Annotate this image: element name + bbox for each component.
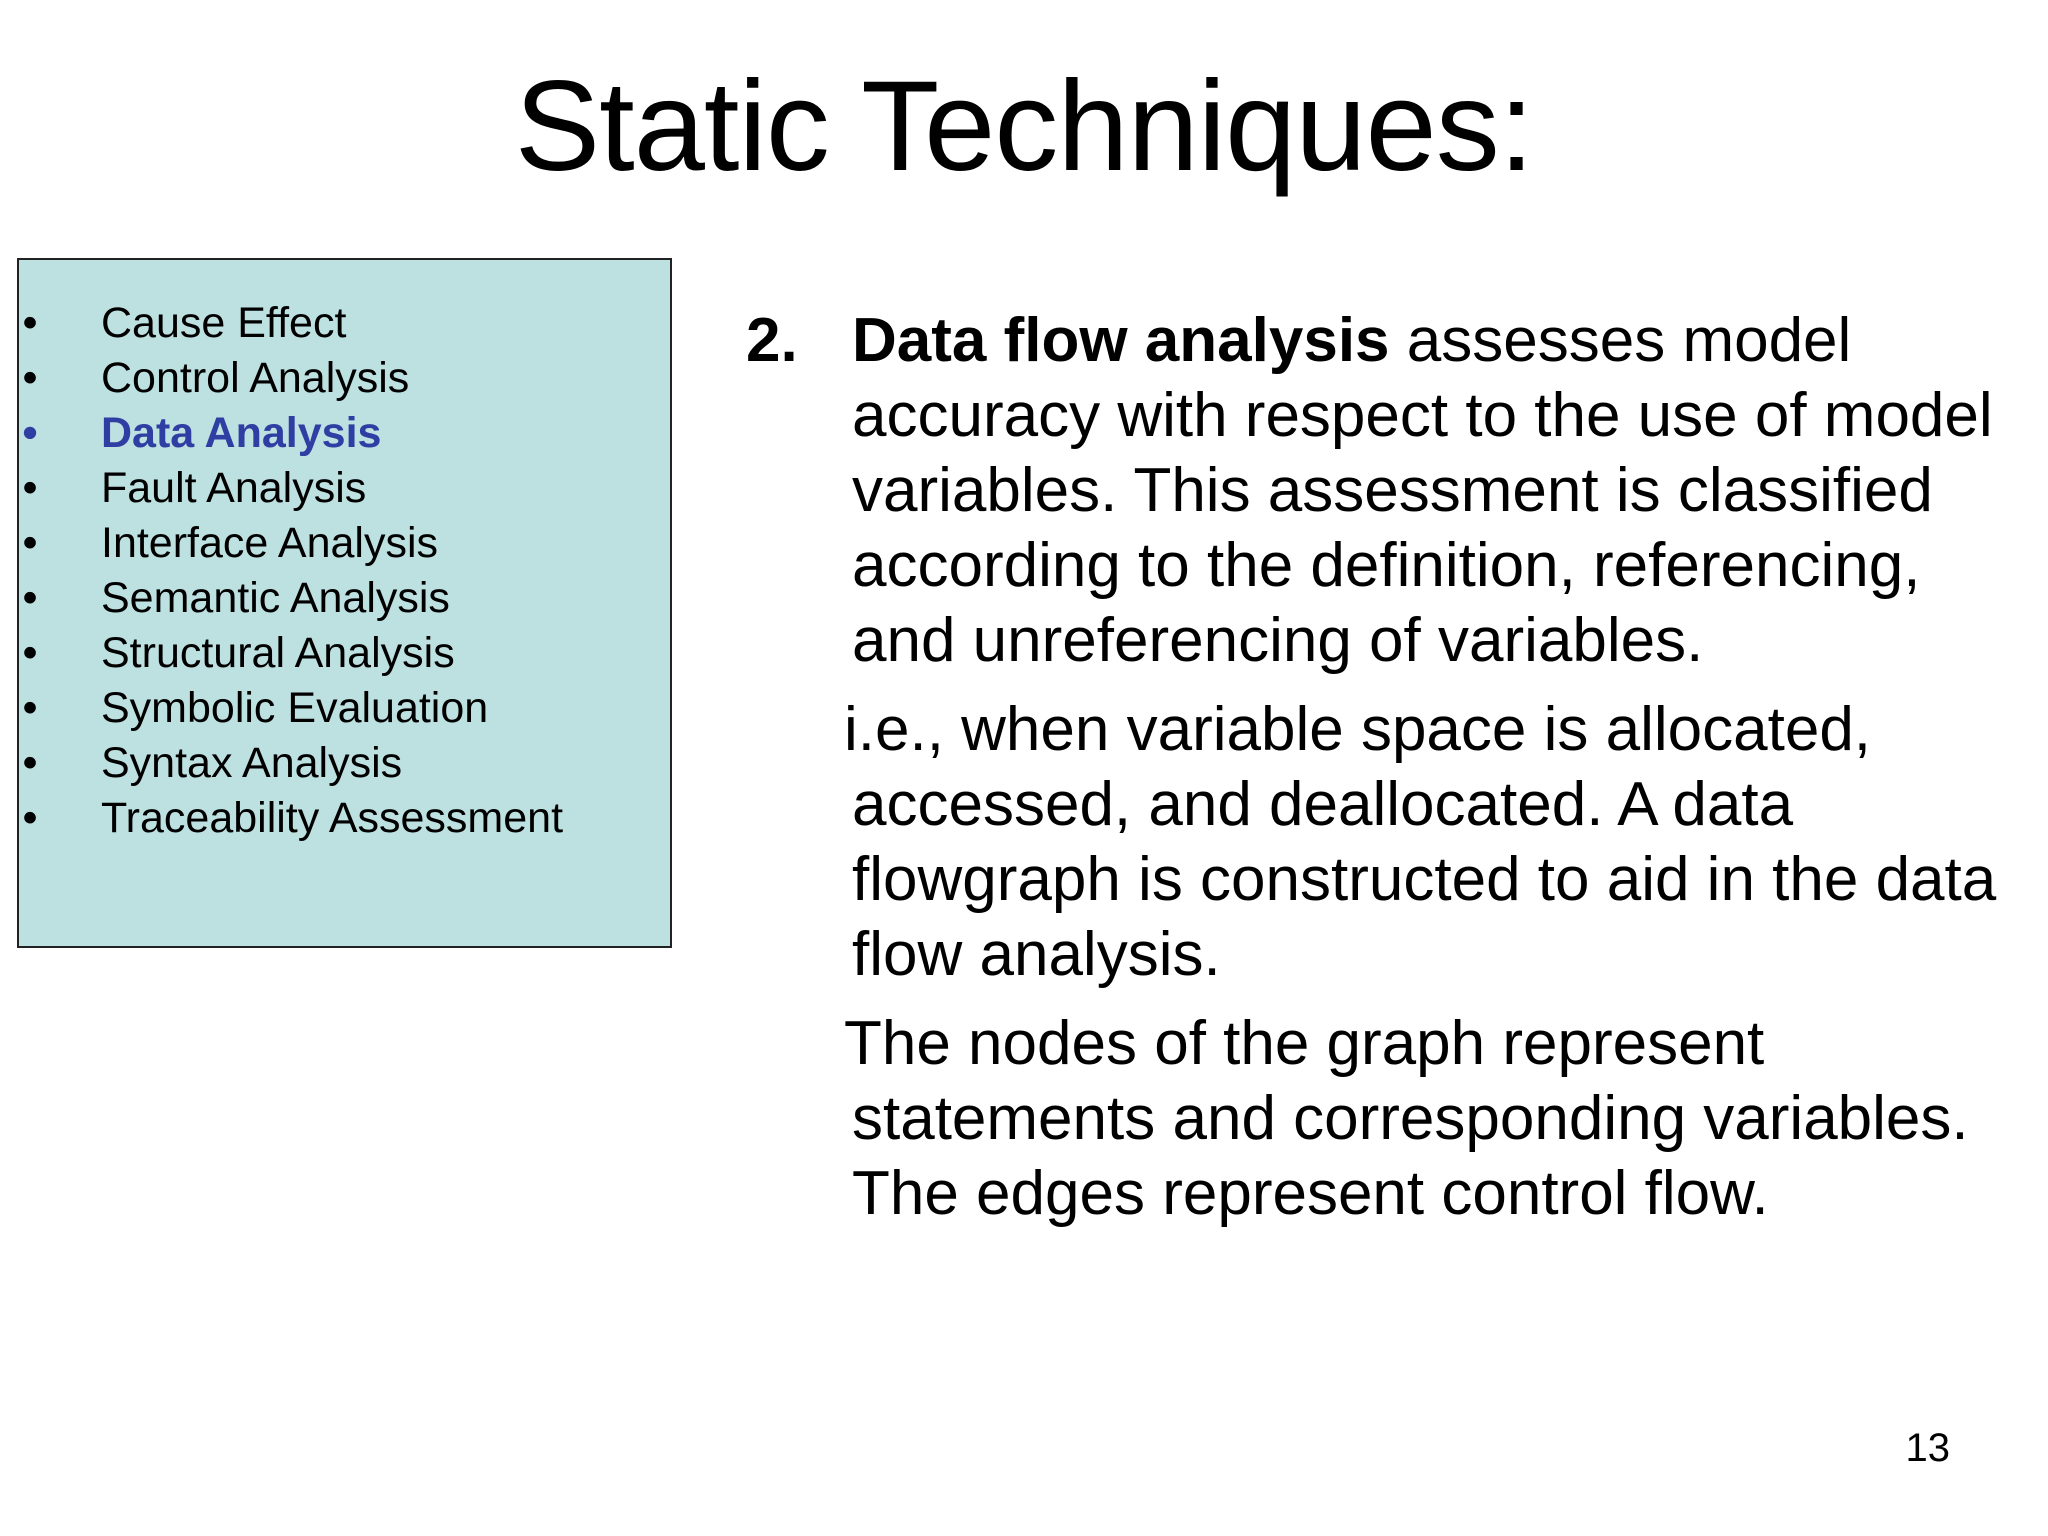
paragraph-text: assesses model accuracy with respect to the use of model variables. This assessment is classified according to the definition, referencing, and unreferencing of variables.	[852, 306, 1993, 675]
bullet-icon: •	[22, 574, 38, 622]
list-item-label: Traceability Assessment	[101, 794, 564, 842]
bullet-icon: •	[22, 684, 38, 732]
list-item-data-analysis	[19, 406, 563, 461]
term-heading: Data flow analysis	[852, 306, 1390, 375]
list-item-cause-effect	[19, 296, 563, 351]
technique-list	[19, 296, 563, 846]
bullet-icon: •	[22, 409, 38, 457]
paragraph-graph-description: The nodes of the graph represent statements and corresponding variables. The edges represent control flow.	[844, 1009, 1969, 1228]
list-item-label: Structural Analysis	[101, 629, 455, 677]
list-item-label: Fault Analysis	[101, 464, 367, 512]
page-number: 13	[1905, 1426, 1950, 1470]
list-item-fault-analysis	[19, 461, 563, 516]
bullet-icon: •	[22, 354, 38, 402]
list-item-interface-analysis	[19, 516, 563, 571]
list-item-syntax-analysis	[19, 736, 563, 791]
bullet-icon: •	[22, 739, 38, 787]
paragraph-data-flow-analysis	[746, 303, 2006, 678]
slide-title: Static Techniques:	[514, 55, 1534, 198]
list-item-semantic-analysis	[19, 571, 563, 626]
bullet-icon: •	[22, 519, 38, 567]
bullet-icon: •	[22, 299, 38, 347]
main-content	[746, 303, 2006, 1231]
list-item-control-analysis	[19, 351, 563, 406]
list-item-label: Semantic Analysis	[101, 574, 450, 622]
list-item-label: Cause Effect	[101, 299, 347, 347]
list-item-structural-analysis	[19, 626, 563, 681]
list-item-label: Syntax Analysis	[101, 739, 403, 787]
list-item-label: Symbolic Evaluation	[101, 684, 489, 732]
list-item-label: Interface Analysis	[101, 519, 439, 567]
list-item-traceability-assessment	[19, 791, 563, 846]
paragraph-ie: i.e., when variable space is allocated, accessed, and deallocated. A data flowgraph is constructed to aid in the data flow analysis.	[844, 695, 1997, 989]
list-item-label: Control Analysis	[101, 354, 410, 402]
bullet-icon: •	[22, 464, 38, 512]
technique-list-box	[17, 258, 672, 948]
list-item-label: Data Analysis	[101, 409, 382, 457]
item-number: 2.	[746, 306, 798, 375]
bullet-icon: •	[22, 794, 38, 842]
bullet-icon: •	[22, 629, 38, 677]
list-item-symbolic-evaluation	[19, 681, 563, 736]
